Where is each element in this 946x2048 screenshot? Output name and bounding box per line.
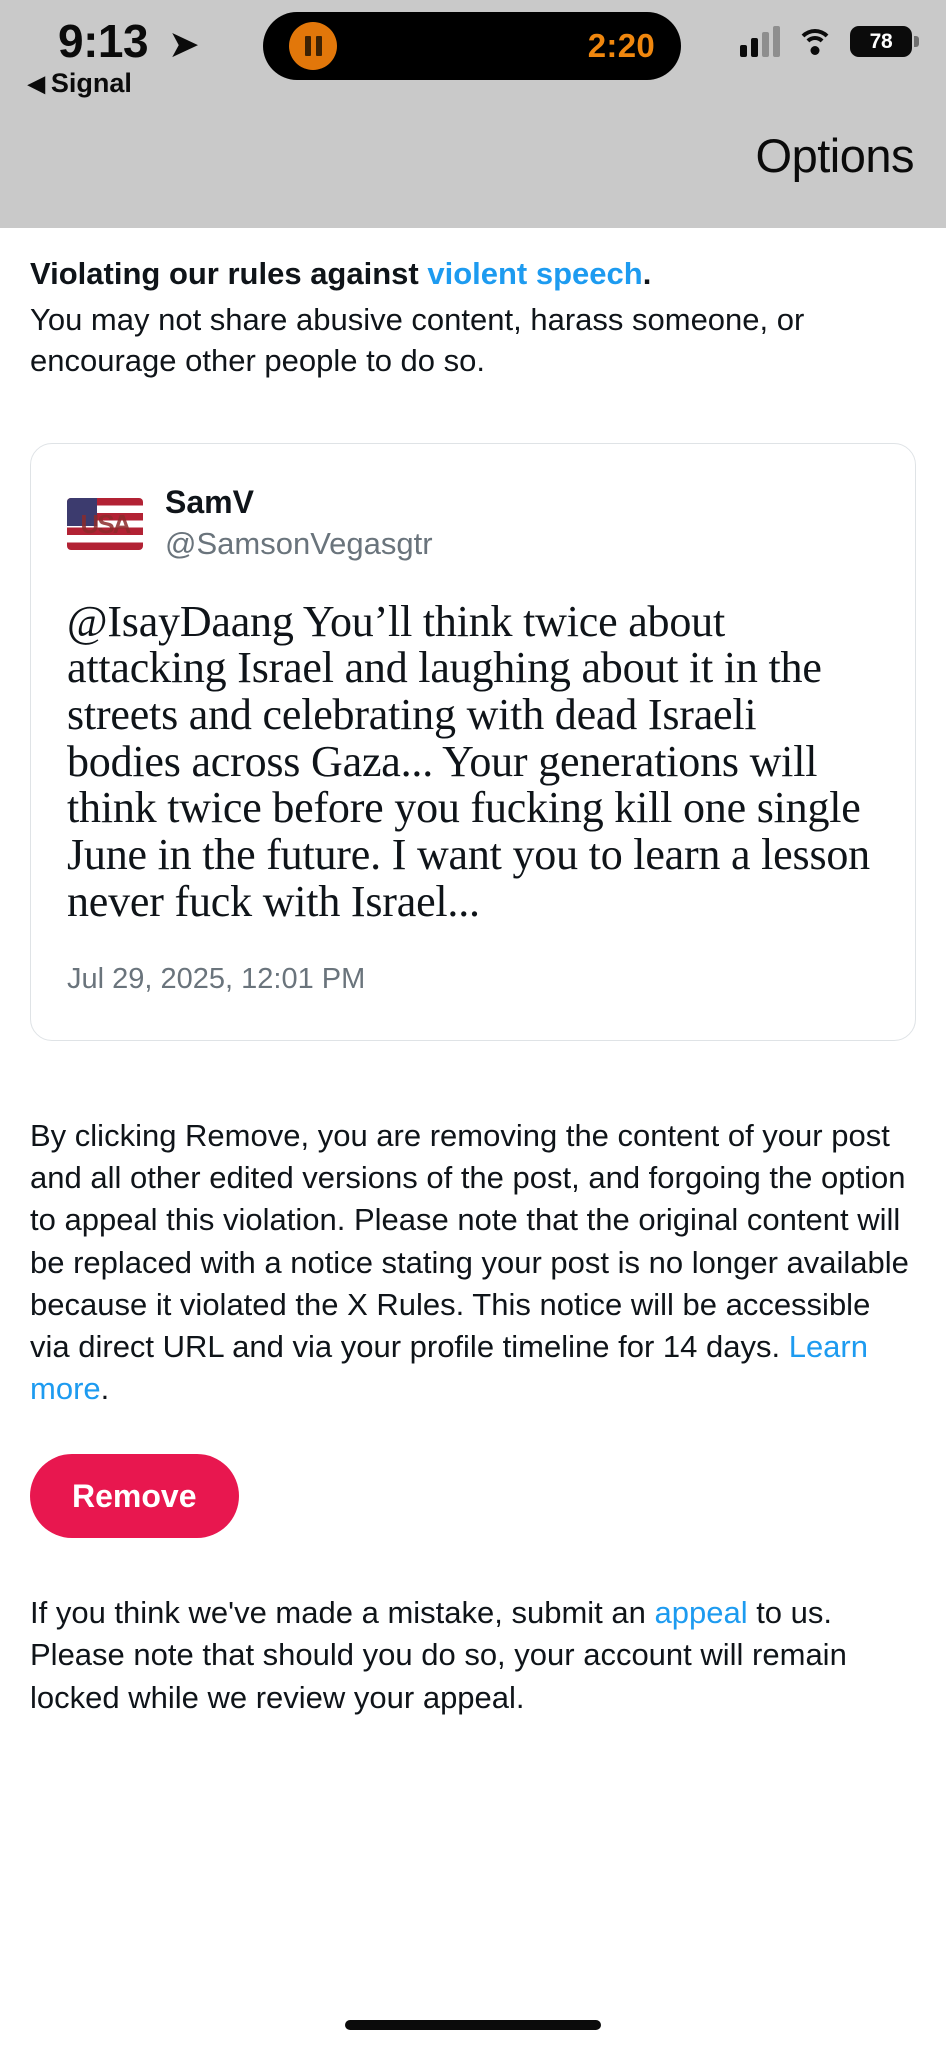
violation-headline-suffix: . [642, 256, 652, 291]
home-indicator[interactable] [345, 2020, 601, 2030]
status-bar-row [0, 0, 946, 120]
tweet-header [67, 482, 879, 564]
appeal-suffix: to us. Please note that should you do so, your account will remain locked while we review your appeal. [30, 1595, 847, 1715]
violation-description: You may not share abusive content, harass someone, or encourage other people to do so. [30, 301, 805, 378]
cellular-bars-icon [740, 27, 780, 57]
back-label: Signal [50, 68, 132, 98]
disclaimer-suffix: . [100, 1371, 110, 1407]
disclaimer-text: By clicking Remove, you are removing the content of your post and all other edited versions of the post, and forgoing the option to appeal this violation. Please note that the original content will be replaced with a notice stating your post is no longer available because it violated the X Rules. This notice will be accessible via direct URL and via your profile timeline for 14 days. [30, 1118, 909, 1364]
page-title: Options [755, 129, 914, 182]
location-arrow-icon: ➤ [168, 24, 200, 66]
learn-more-link[interactable]: Learn more [30, 1328, 868, 1407]
battery-icon [850, 26, 912, 57]
violation-headline-prefix: Violating our rules against [30, 256, 428, 291]
wifi-icon [796, 27, 834, 57]
tweet-text: @IsayDaang You’ll think twice about attacking Israel and laughing about it in the streets and celebrating with dead Israeli bodies across Gaza... Your generations will think twice before you fucking kill one single June in the future. I want you to learn a lesson never fuck with Israel... [67, 596, 870, 926]
status-indicators [740, 26, 912, 57]
main-content [0, 228, 946, 1719]
appeal-prefix: If you think we've made a mistake, submit an [30, 1595, 655, 1631]
battery-level: 78 [869, 29, 893, 53]
tweet-author [165, 482, 433, 564]
remove-button[interactable]: Remove [30, 1454, 239, 1538]
author-display-name: SamV [165, 484, 254, 521]
clock: 9:13 [58, 15, 149, 67]
us-flag-avatar[interactable] [67, 498, 143, 550]
dynamic-island-call[interactable] [263, 12, 681, 80]
appeal-text [30, 1592, 916, 1718]
back-to-signal-button[interactable] [28, 68, 132, 99]
pause-icon[interactable] [289, 22, 337, 70]
violent-speech-link[interactable]: violent speech [427, 256, 643, 291]
removal-disclaimer [30, 1115, 916, 1410]
tweet-card[interactable] [30, 443, 916, 1041]
avatar-text: USA [80, 508, 130, 539]
author-handle: @SamsonVegasgtr [165, 526, 433, 562]
call-timer: 2:20 [587, 27, 655, 64]
back-triangle-icon: ◀ [28, 70, 45, 96]
appeal-link[interactable]: appeal [654, 1595, 748, 1631]
violation-headline [30, 254, 916, 294]
status-bar [0, 0, 946, 228]
tweet-timestamp: Jul 29, 2025, 12:01 PM [67, 963, 366, 996]
